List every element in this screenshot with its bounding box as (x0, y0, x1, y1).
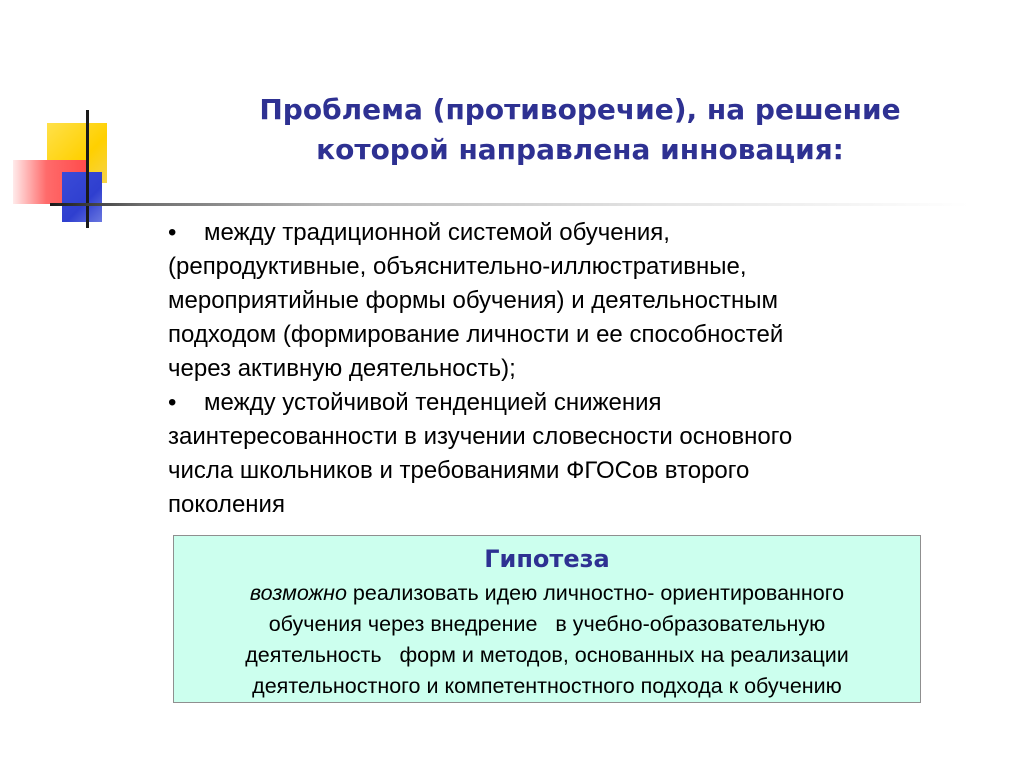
hypothesis-line-4: деятельностного и компетентностного подхода к обучению (252, 674, 842, 698)
decorative-vertical-line (86, 110, 89, 228)
list-item-line: поколения (168, 491, 285, 518)
list-item (168, 386, 928, 522)
list-item-line: между традиционной системой обучения, (204, 219, 670, 246)
hypothesis-line-3: деятельность форм и методов, основанных на реализации (245, 643, 849, 667)
list-item-line: подходом (формирование личности и ее способностей (168, 321, 784, 348)
list-item-line: (репродуктивные, объяснительно-иллюстративные, (168, 253, 747, 280)
hypothesis-line-2: обучения через внедрение в учебно-образовательную (268, 612, 826, 636)
list-item-line: числа школьников и требованиями ФГОСов второго (168, 457, 750, 484)
list-item (168, 216, 928, 386)
hypothesis-line-1: реализовать идею личностно- ориентированного (346, 581, 845, 605)
slide-title-line-2: которой направлена инновация: (316, 133, 844, 166)
hypothesis-heading: Гипотеза (484, 545, 610, 573)
list-item-line: заинтересованности в изучении словесности основного (168, 423, 793, 450)
contradictions-list (168, 216, 928, 522)
title-underline-divider (50, 203, 970, 206)
decorative-blue-square (62, 172, 102, 222)
hypothesis-emphasis: возможно (249, 581, 347, 605)
list-item-line: мероприятийные формы обучения) и деятельностным (168, 287, 779, 314)
list-item-line: между устойчивой тенденцией снижения (204, 389, 662, 416)
bullet-marker: • (168, 219, 177, 246)
list-item-line: через активную деятельность); (168, 355, 516, 382)
hypothesis-text (174, 578, 920, 702)
bullet-marker: • (168, 389, 177, 416)
slide-title-line-1: Проблема (противоречие), на решение (259, 93, 901, 126)
slide-title (180, 90, 980, 170)
hypothesis-box (173, 535, 921, 703)
